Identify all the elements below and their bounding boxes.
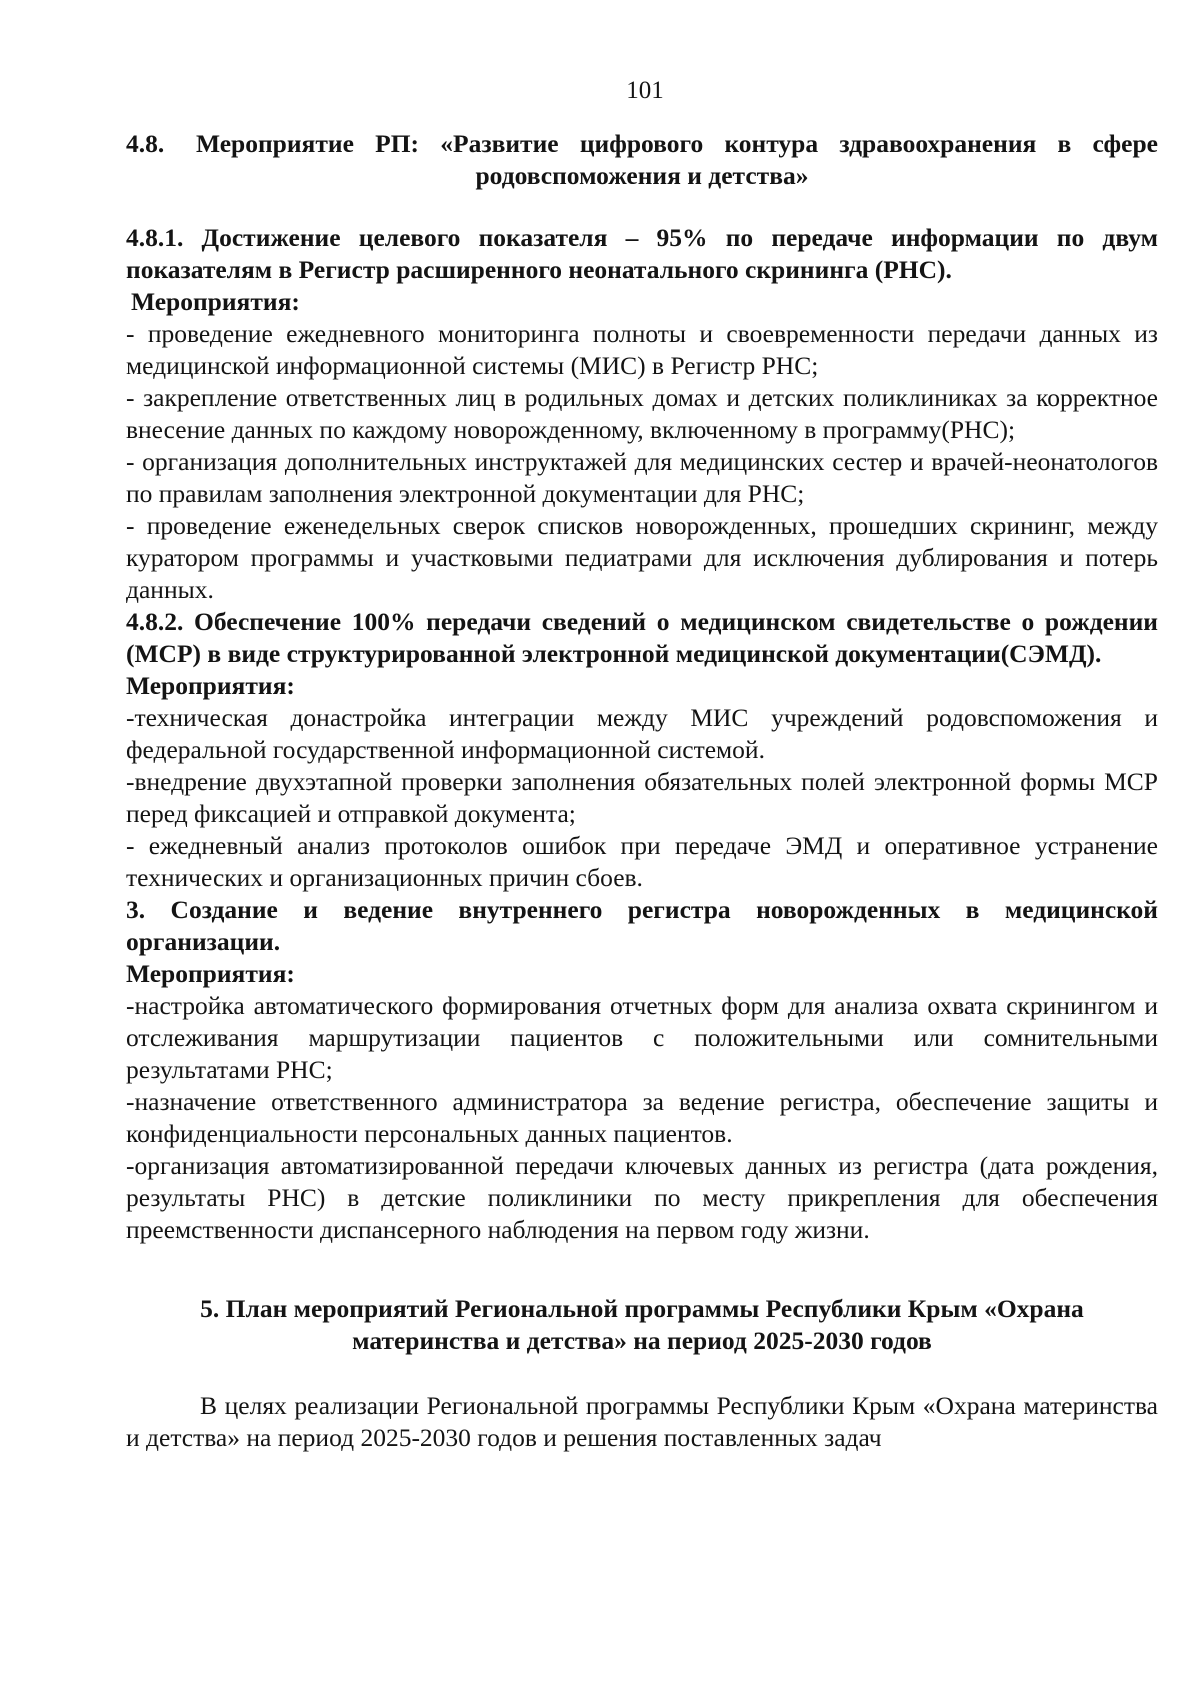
section-5-heading-line2: материнства и детства» на период 2025-2030 годов: [352, 1326, 932, 1355]
document-body: [126, 128, 1158, 1454]
section-5-heading-line1: 5. План мероприятий Региональной программы Республики Крым «Охрана: [200, 1294, 1084, 1323]
section-3-measures-label: Мероприятия:: [126, 959, 295, 988]
section-3-item: -настройка автоматического формирования отчетных форм для анализа охвата скринингом и отслеживания маршрутизации пациентов с положительными или сомнительными результатами РНС;: [126, 991, 1158, 1084]
page-number: 101: [626, 77, 664, 104]
section-4-8-2-title: 4.8.2. Обеспечение 100% передачи сведений о медицинском свидетельстве о рождении (МСР) в виде структурированной электронной медицинской документации(СЭМД).: [126, 607, 1158, 668]
section-4-8-2-item: - ежедневный анализ протоколов ошибок при передаче ЭМД и оперативное устранение технических и организационных причин сбоев.: [126, 831, 1158, 892]
section-4-8-2-item: -техническая донастройка интеграции между МИС учреждений родовспоможения и федеральной государственной информационной системой.: [126, 703, 1158, 764]
section-4-8-2-measures-label: Мероприятия:: [126, 671, 295, 700]
section-4-8-heading: [126, 128, 1158, 192]
section-4-8-1-title: 4.8.1. Достижение целевого показателя – 95% по передаче информации по двум показателям в Регистр расширенного неонатального скрининга (РНС).: [126, 223, 1158, 284]
section-3-item: -организация автоматизированной передачи ключевых данных из регистра (дата рождения, результаты РНС) в детские поликлиники по месту прикрепления для обеспечения преемственности диспансерного наблюдения на первом году жизни.: [126, 1151, 1158, 1244]
section-4-8-title-line1: Мероприятие РП: «Развитие цифрового контура здравоохранения в сфере: [196, 129, 1158, 158]
section-3-item: -назначение ответственного администратора за ведение регистра, обеспечение защиты и конфиденциальности персональных данных пациентов.: [126, 1087, 1158, 1148]
section-4-8-1-item: - организация дополнительных инструктажей для медицинских сестер и врачей-неонатологов по правилам заполнения электронной документации для РНС;: [126, 447, 1158, 508]
section-4-8-1-item: - проведение ежедневного мониторинга полноты и своевременности передачи данных из медицинской информационной системы (МИС) в Регистр РНС;: [126, 319, 1158, 380]
section-4-8-2-item: -внедрение двухэтапной проверки заполнения обязательных полей электронной формы МСР перед фиксацией и отправкой документа;: [126, 767, 1158, 828]
intro-paragraph: В целях реализации Региональной программы Республики Крым «Охрана материнства и детства» на период 2025-2030 годов и решения поставленных задач: [126, 1391, 1158, 1452]
section-4-8-title-line2: родовспоможения и детства»: [475, 161, 809, 190]
section-4-8-1-measures-label: Мероприятия:: [131, 287, 300, 316]
section-5-heading: [126, 1293, 1158, 1357]
section-3-title: 3. Создание и ведение внутреннего регистра новорожденных в медицинской организации.: [126, 895, 1158, 956]
section-4-8-number: 4.8.: [126, 129, 165, 158]
section-4-8-heading-line1: [126, 128, 1158, 160]
section-4-8-1-item: - проведение еженедельных сверок списков новорожденных, прошедших скрининг, между куратором программы и участковыми педиатрами для исключения дублирования и потерь данных.: [126, 511, 1158, 604]
section-4-8-1-item: - закрепление ответственных лиц в родильных домах и детских поликлиниках за корректное внесение данных по каждому новорожденному, включенному в программу(РНС);: [126, 383, 1158, 444]
